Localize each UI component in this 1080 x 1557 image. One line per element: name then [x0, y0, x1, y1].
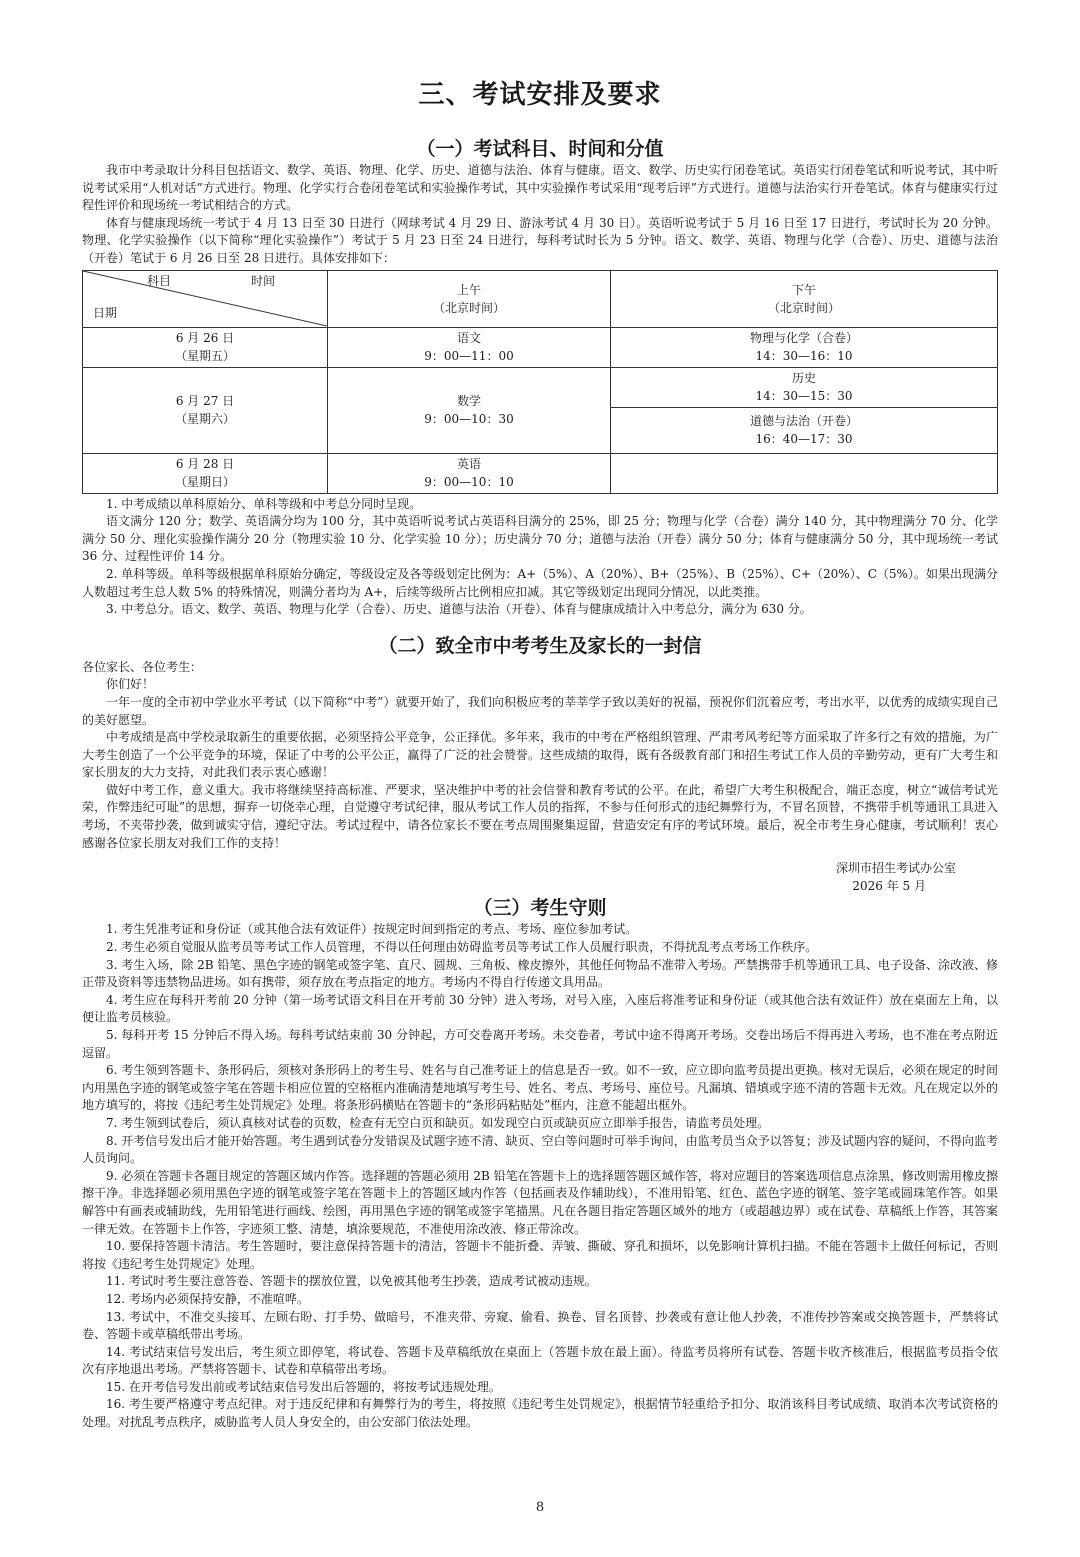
date-text: 6 月 26 日 — [175, 331, 235, 346]
note-paragraph: 1. 中考成绩以单科原始分、单科等级和中考总分同时呈现。 — [106, 496, 422, 511]
part1-title: （一）考试科目、时间和分值 — [416, 138, 664, 160]
note-paragraph: 3. 中考总分。语文、数学、英语、物理与化学（合卷）、历史、道德与法治（开卷）、体育与健康成绩计入中考总分，满分为 630 分。 — [106, 602, 812, 617]
rule-item: 13. 考试中，不准交头接耳、左顾右盼、打手势、做暗号，不准夹带、旁窥、偷看、换卷、冒名顶替、抄袭或有意让他人抄袭，不准传抄答案或交换答题卡，严禁将试卷、答题卡或草稿纸带出考场。 — [82, 1309, 998, 1342]
corner-date: 日期 — [93, 305, 118, 320]
section-title: 三、考试安排及要求 — [418, 80, 662, 110]
rule-item: 8. 开考信号发出后才能开始答题。考生遇到试卷分发错误及试题字迹不清、缺页、空白等问题时可举手询问，由监考员当众予以答复；涉及试题内容的疑问，不得向监考人员询问。 — [82, 1133, 998, 1166]
table-row — [83, 327, 998, 367]
subject-text: 历史 — [791, 371, 816, 386]
letter-signature: 深圳市招生考试办公室 — [835, 861, 956, 876]
exam-schedule-table — [82, 270, 998, 494]
time-text: 14：30—16：10 — [755, 349, 853, 364]
time-text: 16：40—17：30 — [755, 432, 853, 447]
corner-subject: 科目 — [147, 273, 172, 288]
rule-item: 16. 考生要严格遵守考点纪律。对于违反纪律和有舞弊行为的考生，将按照《违纪考生处罚规定》，根据情节轻重给予扣分、取消该科目考试成绩、取消本次考试资格的处理。对扰乱考点秩序，威胁监考人员人身安全的，由公安部门依法处理。 — [82, 1397, 998, 1430]
letter-paragraph: 中考成绩是高中学校录取新生的重要依据，必须坚持公平竞争，公正择优。多年来，我市的中考在严格组织管理、严肃考风考纪等方面采取了许多行之有效的措施，为广大考生创造了一个公平竞争的环境，保证了中考的公平公正，赢得了广泛的社会赞誉。这些成绩的取得，既有各级教育部门和招生考试工作人员的辛勤劳动，更有广大考生和家长朋友的大力支持，对此我们表示衷心感谢！ — [82, 730, 998, 780]
part3-title: （三）考生守则 — [473, 897, 607, 920]
pm-header — [611, 270, 998, 327]
rule-item: 2. 考生必须自觉服从监考员等考试工作人员管理，不得以任何理由妨碍监考员等考试工作人员履行职责，不得扰乱考点考场工作秩序。 — [106, 940, 818, 955]
date-cell — [83, 327, 328, 367]
note-paragraph: 2. 单科等级。单科等级根据单科原始分确定，等级设定及各等级划定比例为：A+（5%）、A（20%）、B+（25%）、B（25%）、C+（20%）、C（5%）。如果出现满分人数超过考生总人数 5% 的特殊情况，则满分者均为 A+，后续等级所占比例相应扣减。其它等级划定出现同分情况，以此类推。 — [82, 566, 998, 599]
am-header-label: 上午 — [456, 282, 481, 297]
pm-cell — [611, 327, 998, 367]
rule-item: 14. 考试结束信号发出后，考生须立即停笔，将试卷、答题卡及草稿纸放在桌面上（答题卡放在最上面）。待监考员将所有试卷、答题卡收齐核准后，根据监考员指令依次有序地退出考场。严禁将答题卡、试卷和草稿带出考场。 — [82, 1344, 998, 1377]
pm-cell — [611, 453, 998, 493]
time-text: 9：00—10：10 — [424, 475, 514, 490]
rule-item: 11. 考试时考生要注意答卷、答题卡的摆放位置，以免被其他考生抄袭，造成考试被动违规。 — [106, 1274, 597, 1289]
date-cell — [83, 367, 328, 453]
pm-cell — [611, 367, 998, 407]
rule-item: 9. 必须在答题卡各题目规定的答题区域内作答。选择题的答题必须用 2B 铅笔在答题卡上的选择题答题区域作答，将对应题目的答案选项信息点涂黑，修改则需用橡皮擦擦干净。非选择题必须用黑色字迹的钢笔或签字笔在答题卡上的答题区域内作答（包括画表及作辅助线），不准用铅笔、红色、蓝色字迹的钢笔、签字笔或圆珠笔作答。如果解答中有画表或辅助线，先用铅笔进行画线、绘图，再用黑色字迹的钢笔或签字笔描黑。凡在各题目指定答题区域外的地方（或超越边界）或在试卷、草稿纸上作答，其答案一律无效。在答题卡上作答，字迹须工整、清楚，填涂要规范，不准使用涂改液、修正带涂改。 — [82, 1168, 998, 1236]
subject-text: 物理与化学（合卷） — [749, 331, 858, 346]
am-cell — [328, 367, 611, 453]
am-cell — [328, 453, 611, 493]
pm-header-sub: （北京时间） — [767, 300, 840, 315]
letter-greeting: 你们好！ — [106, 677, 155, 692]
weekday-text: （星期五） — [174, 349, 235, 364]
time-text: 14：30—15：30 — [755, 389, 853, 404]
rule-item: 15. 在开考信号发出前或考试结束信号发出后答题的，将按考试违规处理。 — [106, 1379, 501, 1394]
subject-text: 道德与法治（开卷） — [749, 414, 858, 429]
corner-diagonal — [83, 271, 327, 326]
rule-item: 6. 考生领到答题卡、条形码后，须核对条形码上的考生号、姓名与自己准考证上的信息是否一致。如不一致，应立即向监考员提出更换。核对无误后，必须在规定的时间内用黑色字迹的钢笔或签字笔在答题卡相应位置的空格框内准确清楚地填写考生号、姓名、考点、考场号、座位号。凡漏填、错填或字迹不清的答题卡无效。凡在规定以外的地方填写的，将按《违纪考生处罚规定》处理。将条形码横贴在答题卡的“条形码粘贴处”框内，注意不能超出框外。 — [82, 1063, 998, 1113]
part2-title: （二）致全市中考考生及家长的一封信 — [378, 634, 702, 657]
subject-text: 语文 — [456, 331, 481, 346]
date-text: 6 月 28 日 — [175, 457, 235, 472]
am-header-sub: （北京时间） — [432, 300, 505, 315]
corner-time: 时间 — [251, 273, 276, 288]
letter-paragraph: 一年一度的全市初中学业水平考试（以下简称“中考”）就要开始了，我们向积极应考的莘莘学子致以美好的祝福，预祝你们沉着应考，考出水平，以优秀的成绩实现自己的美好愿望。 — [82, 694, 998, 727]
document-page — [82, 78, 998, 1432]
table-row — [83, 453, 998, 493]
rule-item: 5. 每科开考 15 分钟后不得入场。每科考试结束前 30 分钟起，方可交卷离开考场。未交卷者，考试中途不得离开考场。交卷出场后不得再进入考场，也不准在考点附近逗留。 — [82, 1028, 998, 1060]
paragraph: 体育与健康现场统一考试于 4 月 13 日至 30 日进行（网球考试 4 月 29 日、游泳考试 4 月 30 日）。英语听说考试于 5 月 16 日至 17 日进行，考试时长为 20 分钟。物理、化学实验操作（以下简称“理化实验操作”）考试于 5 月 23 日至 24 日进行，每科考试时长为 5 分钟。语文、数学、英语、物理与化学（合卷）、历史、道德与法治（开卷）笔试于 6 月 26 日至 28 日进行。具体安排如下： — [82, 215, 998, 265]
rule-item: 10. 要保持答题卡清洁。考生答题时，要注意保持答题卡的清洁，答题卡不能折叠、弄皱、撕破、穿孔和损坏，以免影响计算机扫描。不能在答题卡上做任何标记，否则将按《违纪考生处罚规定》处理。 — [82, 1239, 998, 1271]
paragraph: 我市中考录取计分科目包括语文、数学、英语、物理、化学、历史、道德与法治、体育与健康。语文、数学、历史实行闭卷笔试。英语实行闭卷笔试和听说考试，其中听说考试采用“人机对话”方式进行。物理、化学实行合卷闭卷笔试和实验操作考试，其中实验操作考试采用“现考后评”方式进行。道德与法治实行开卷笔试。体育与健康实行过程性评价和现场统一考试相结合的方式。 — [82, 163, 998, 213]
subject-text: 英语 — [456, 457, 481, 472]
pm-cell — [611, 407, 998, 453]
letter-paragraph: 做好中考工作，意义重大。我市将继续坚持高标准、严要求，坚决维护中考的社会信誉和教育考试的公平。在此，希望广大考生积极配合，端正态度，树立“诚信考试光荣，作弊违纪可耻”的思想，摒弃一切侥幸心理，自觉遵守考试纪律，服从考试工作人员的指挥，不参与任何形式的违纪舞弊行为，不冒名顶替，不携带手机等通讯工具进入考场，不夹带抄袭，做到诚实守信，遵纪守法。考试过程中，请各位家长不要在考点周围聚集逗留，营造安定有序的考试环境。最后，祝全市考生身心健康，考试顺利！衷心感谢各位家长朋友对我们工作的支持！ — [82, 782, 998, 850]
am-cell — [328, 327, 611, 367]
rule-item: 3. 考生入场，除 2B 铅笔、黑色字迹的钢笔或签字笔、直尺、圆规、三角板、橡皮擦外，其他任何物品不准带入考场。严禁携带手机等通讯工具、电子设备、涂改液、修正带及资料等违禁物品进场。如有携带，须存放在考点指定的地方。考场内不得自行传递文具用品。 — [82, 957, 998, 990]
date-text: 6 月 27 日 — [175, 394, 235, 409]
table-corner-cell — [83, 270, 328, 327]
rule-item: 1. 考生凭准考证和身份证（或其他合法有效证件）按规定时间到指定的考点、考场、座位参加考试。 — [106, 922, 638, 937]
weekday-text: （星期日） — [174, 475, 235, 490]
page-number: 8 — [535, 1500, 545, 1515]
rule-item: 7. 考生领到试卷后，须认真核对试卷的页数，检查有无空白页和缺页。如发现空白页或缺页应立即举手报告，请监考员处理。 — [106, 1115, 770, 1130]
weekday-text: （星期六） — [174, 412, 235, 427]
date-cell — [83, 453, 328, 493]
letter-date: 2026 年 5 月 — [852, 878, 926, 893]
am-header — [328, 270, 611, 327]
note-paragraph: 语文满分 120 分；数学、英语满分均为 100 分，其中英语听说考试占英语科目满分的 25%，即 25 分；物理与化学（合卷）满分 140 分，其中物理满分 70 分、化学满分 50 分、理化实验操作满分 20 分（物理实验 10 分、化学实验 10 分）；历史满分 70 分；道德与法治（开卷）满分 50 分；体育与健康满分 50 分，其中现场统一考试 36 分、过程性评价 14 分。 — [82, 514, 998, 564]
table-row — [83, 367, 998, 407]
pm-header-label: 下午 — [791, 282, 816, 297]
time-text: 9：00—10：30 — [424, 412, 514, 427]
rule-item: 4. 考生应在每科开考前 20 分钟（第一场考试语文科目在开考前 30 分钟）进入考场，对号入座，入座后将准考证和身份证（或其他合法有效证件）放在桌面左上角，以便让监考员核验。 — [82, 992, 998, 1025]
time-text: 9：00—11：00 — [424, 349, 514, 364]
letter-salutation: 各位家长、各位考生： — [82, 659, 203, 674]
rule-item: 12. 考场内必须保持安静，不准喧哗。 — [106, 1291, 309, 1306]
subject-text: 数学 — [456, 394, 481, 409]
